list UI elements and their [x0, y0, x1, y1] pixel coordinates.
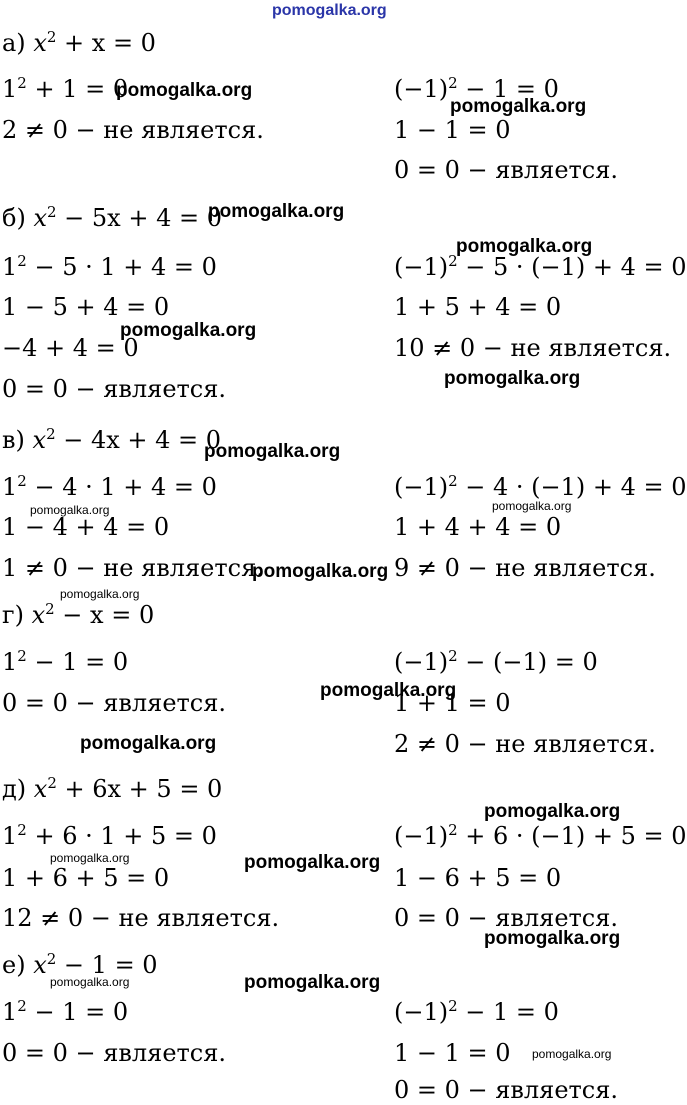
section-v-left-line-1: $1^2 - 4 \cdot 1 + 4 = 0$ [2, 472, 217, 501]
watermark: pomogalka.org [444, 368, 581, 389]
watermark: pomogalka.org [60, 587, 140, 601]
section-g-right-line-1: $(-1)^2 - (-1) = 0$ [394, 647, 598, 676]
watermark-top: pomogalka.org [272, 2, 387, 19]
section-b-right-line-2: 1 + 5 + 4 = 0 [394, 293, 562, 321]
watermark: pomogalka.org [208, 201, 345, 222]
section-v-left-line-2: 1 − 4 + 4 = 0 [2, 513, 170, 541]
section-a-right-line-1: $(-1)^2 - 1 = 0$ [394, 74, 559, 103]
watermark: pomogalka.org [204, 441, 341, 462]
section-g-right-line-2: 1 + 1 = 0 [394, 689, 511, 717]
section-b-right-line-1: $(-1)^2 - 5 \cdot (-1) + 4 = 0$ [394, 252, 687, 281]
section-b-left-line-4: 0 = 0 − является. [2, 375, 227, 403]
watermark: pomogalka.org [532, 1047, 612, 1061]
watermark: pomogalka.org [30, 503, 110, 517]
section-d-right-line-1: $(-1)^2 + 6 \cdot (-1) + 5 = 0$ [394, 821, 687, 850]
section-v-right-line-1: $(-1)^2 - 4 \cdot (-1) + 4 = 0$ [394, 472, 687, 501]
section-d-right-line-3: 0 = 0 − является. [394, 904, 619, 932]
section-v-header: в) $x^2 - 4x + 4 = 0$ [2, 425, 222, 454]
section-g-left-line-1: $1^2 - 1 = 0$ [2, 647, 129, 676]
section-e-header: е) $x^2 - 1 = 0$ [2, 950, 158, 979]
section-b-left-line-3: −4 + 4 = 0 [2, 334, 139, 362]
watermark: pomogalka.org [450, 96, 587, 117]
watermark: pomogalka.org [492, 499, 572, 513]
watermark: pomogalka.org [484, 928, 621, 949]
section-b-right-line-3: 10 ≠ 0 − не является. [394, 334, 672, 362]
section-v-right-line-2: 1 + 4 + 4 = 0 [394, 513, 562, 541]
section-a-right-line-2: 1 − 1 = 0 [394, 116, 511, 144]
section-e-right-line-3: 0 = 0 − является. [394, 1076, 619, 1104]
section-a-left-line-1: $1^2 + 1 = 0$ [2, 74, 129, 103]
section-v-left-line-3: 1 ≠ 0 − не является. [2, 554, 264, 582]
section-d-header: д) $x^2 + 6x + 5 = 0$ [2, 774, 223, 803]
watermark: pomogalka.org [244, 972, 381, 993]
section-g-header: г) $x^2 - x = 0$ [2, 600, 155, 629]
watermark: pomogalka.org [50, 975, 130, 989]
watermark: pomogalka.org [80, 733, 217, 754]
section-e-left-line-2: 0 = 0 − является. [2, 1039, 227, 1067]
watermark: pomogalka.org [252, 561, 389, 582]
section-d-right-line-2: 1 − 6 + 5 = 0 [394, 864, 562, 892]
section-d-left-line-1: $1^2 + 6 \cdot 1 + 5 = 0$ [2, 821, 217, 850]
section-a-header: а) $x^2 + x = 0$ [2, 28, 156, 57]
section-v-right-line-3: 9 ≠ 0 − не является. [394, 554, 656, 582]
watermark: pomogalka.org [116, 80, 253, 101]
section-b-header: б) $x^2 - 5x + 4 = 0$ [2, 203, 222, 232]
watermark: pomogalka.org [50, 851, 130, 865]
section-e-left-line-1: $1^2 - 1 = 0$ [2, 997, 129, 1026]
watermark: pomogalka.org [320, 680, 457, 701]
section-b-left-line-1: $1^2 - 5 \cdot 1 + 4 = 0$ [2, 252, 217, 281]
section-a-left-line-2: 2 ≠ 0 − не является. [2, 116, 264, 144]
section-b-left-line-2: 1 − 5 + 4 = 0 [2, 293, 170, 321]
section-e-right-line-2: 1 − 1 = 0 [394, 1039, 511, 1067]
section-g-right-line-3: 2 ≠ 0 − не является. [394, 730, 656, 758]
section-e-right-line-1: $(-1)^2 - 1 = 0$ [394, 997, 559, 1026]
section-a-right-line-3: 0 = 0 − является. [394, 156, 619, 184]
watermark: pomogalka.org [244, 852, 381, 873]
section-g-left-line-2: 0 = 0 − является. [2, 689, 227, 717]
section-d-left-line-3: 12 ≠ 0 − не является. [2, 904, 280, 932]
watermark: pomogalka.org [120, 320, 257, 341]
section-d-left-line-2: 1 + 6 + 5 = 0 [2, 864, 170, 892]
watermark: pomogalka.org [456, 236, 593, 257]
watermark: pomogalka.org [484, 801, 621, 822]
